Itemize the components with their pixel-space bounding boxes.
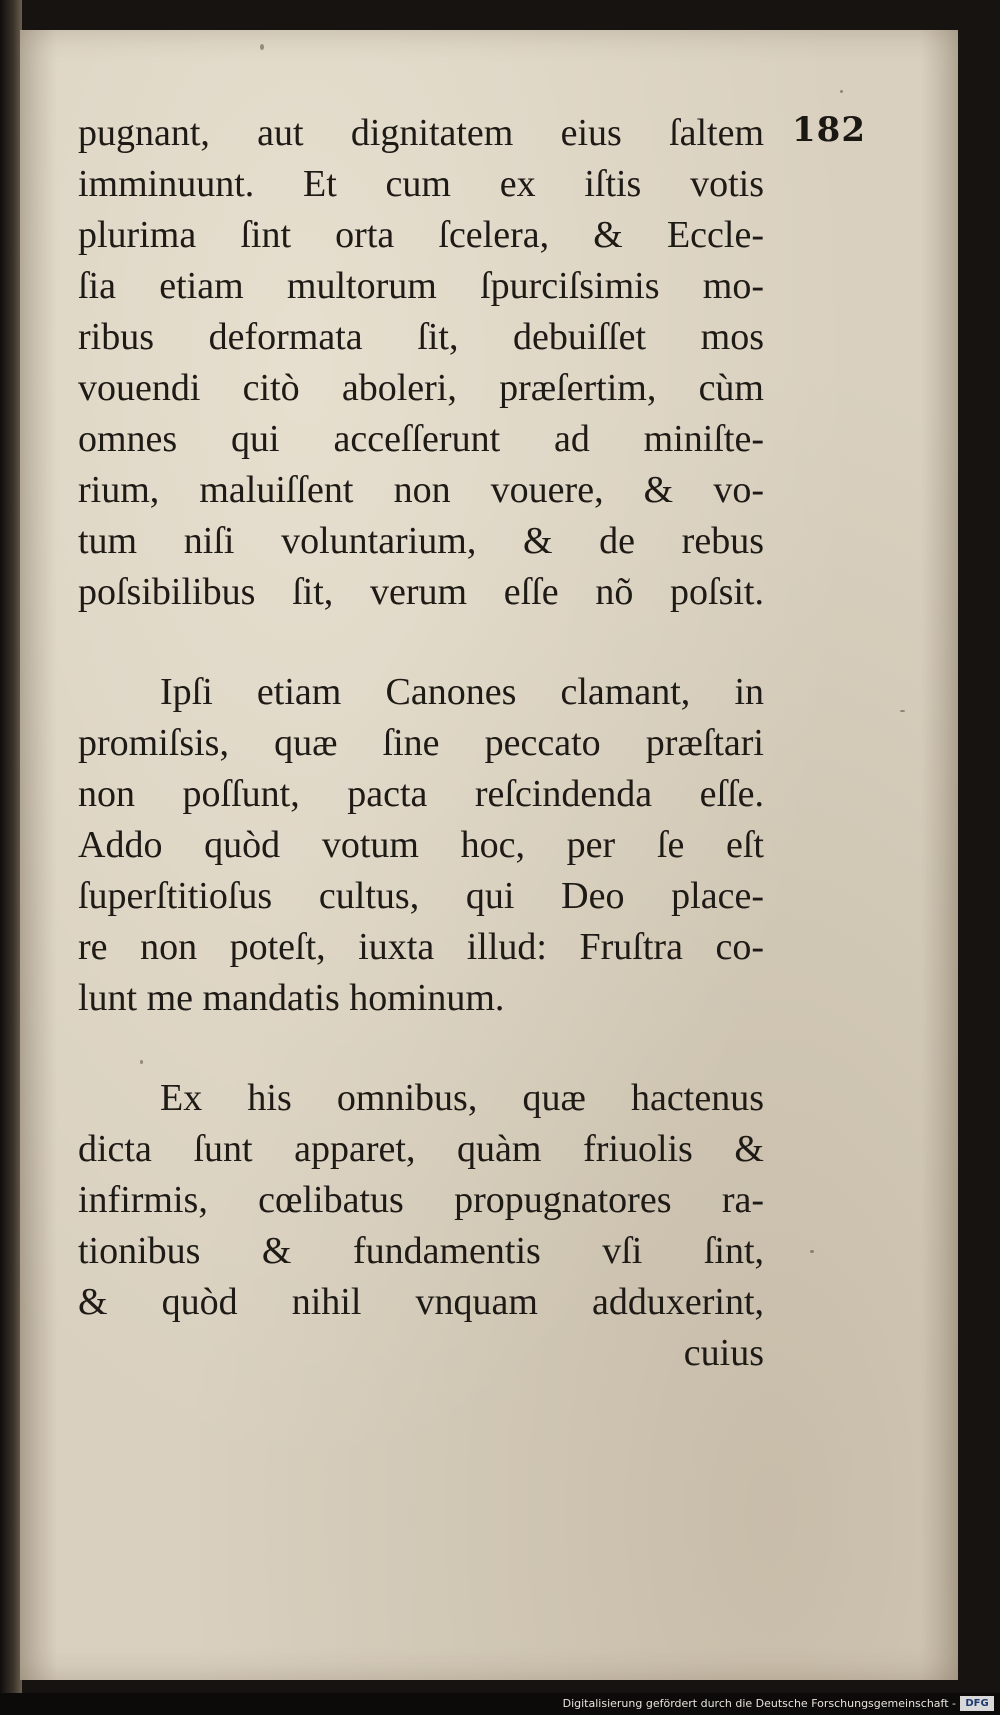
catchword: cuius [683, 1332, 764, 1374]
text-line: poſsibilibus ſit, verum eſſe nõ poſsit. [78, 571, 764, 613]
paper-speck [840, 90, 843, 93]
text-line: rium, maluiſſent non vouere, & vo- [78, 469, 764, 511]
text-line: lunt me mandatis hominum. [78, 977, 505, 1019]
page-number: 182 [792, 110, 866, 150]
text-line: re non poteſt, iuxta illud: Fruſtra co- [78, 926, 764, 968]
text-line: vouendi citò aboleri, præſertim, cùm [78, 367, 764, 409]
text-line: non poſſunt, pacta reſcindenda eſſe. [78, 773, 764, 815]
text-line: Addo quòd votum hoc, per ſe eſt [78, 824, 764, 866]
text-line: Ex his omnibus, quæ hactenus [160, 1077, 764, 1119]
text-line: pugnant, aut dignitatem eius ſaltem [78, 112, 764, 154]
text-line: ſuperſtitioſus cultus, qui Deo place- [78, 875, 764, 917]
text-line: ribus deformata ſit, debuiſſet mos [78, 316, 764, 358]
paper-speck [900, 710, 905, 712]
text-line: infirmis, cœlibatus propugnatores ra- [78, 1179, 764, 1221]
text-line: tum niſi voluntarium, & de rebus [78, 520, 764, 562]
dfg-logo: DFG [960, 1696, 994, 1711]
text-line: promiſsis, quæ ſine peccato præſtari [78, 722, 764, 764]
text-block [78, 108, 764, 1379]
paper-speck [810, 1250, 814, 1253]
text-line: & quòd nihil vnquam adduxerint, [78, 1281, 764, 1323]
paragraph-3 [78, 1073, 764, 1328]
text-line: imminuunt. Et cum ex iſtis votis [78, 163, 764, 205]
text-line: ſia etiam multorum ſpurciſsimis mo- [78, 265, 764, 307]
paragraph-gap [78, 1024, 764, 1073]
binding-edge [0, 0, 22, 1715]
digitization-credit: Digitalisierung gefördert durch die Deutsche Forschungsgemeinschaft - [562, 1697, 956, 1710]
text-line: plurima ſint orta ſcelera, & Eccle- [78, 214, 764, 256]
text-line: Ipſi etiam Canones clamant, in [160, 671, 764, 713]
paper-speck [260, 44, 264, 50]
paragraph-2 [78, 667, 764, 1024]
paragraph-1 [78, 108, 764, 618]
text-line: dicta ſunt apparet, quàm friuolis & [78, 1128, 764, 1170]
text-line: omnes qui acceſſerunt ad miniſte- [78, 418, 764, 460]
paragraph-gap [78, 618, 764, 667]
text-line: tionibus & fundamentis vſi ſint, [78, 1230, 764, 1272]
